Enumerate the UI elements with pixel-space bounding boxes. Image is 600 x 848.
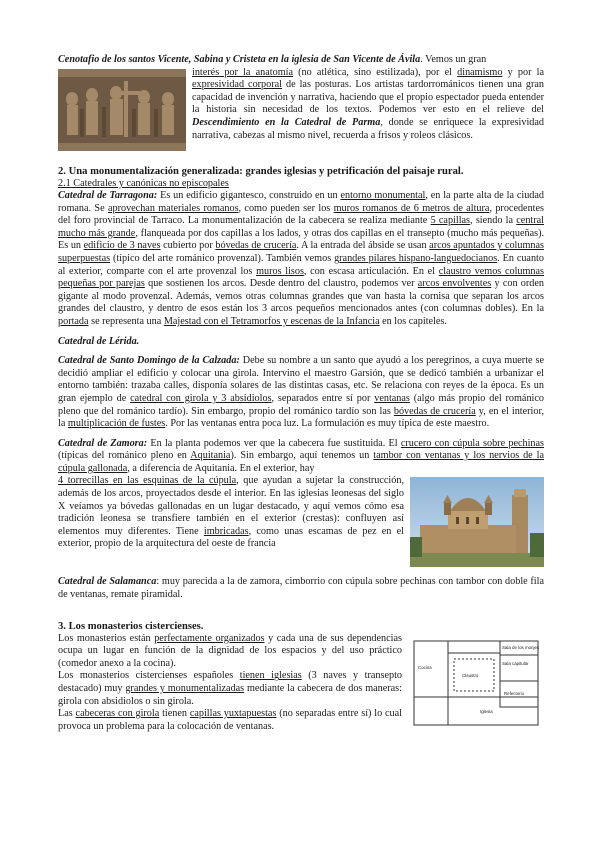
intro-title: Cenotafio de los santos Vicente, Sabina y Cristeta en la iglesia de San Vicente de Ávila [58,54,421,65]
monastery-floor-plan [408,635,544,731]
zamora-intro: Catedral de Zamora: En la planta podemos ver que la cabecera fue sustituida. El crucero con cúpula sobre pechinas (típicas del románico pleno en Aquitania). Sin embargo, aquí tenemos un tambor con ventanas y los nervios de la cúpula gallonada, a diferencia de Aquitania. En el exterior, hay [58,437,544,474]
plan-label-cloister: Claustro [462,672,479,678]
cenotaph-relief-image [58,69,186,151]
document-page [58,54,544,733]
section-2-heading: 2. Una monumentalización generalizada: grandes iglesias y petrificación del paisaje rural. [58,165,464,177]
intro-block [58,54,544,153]
zamora-block [58,438,544,570]
section-2-1-subheading: 2.1 Catedrales y canónicas no episcopales [58,177,229,189]
santo-domingo-paragraph: Catedral de Santo Domingo de la Calzada: Debe su nombre a un santo que ayudó a los peregrinos, a cuya muerte se decidió ampliar el edificio y colocar una girola. Intervino el maestro Garsión, que se dedicó también a urbanizar el entorno también: trazaba calles, disponía solares de las distintas casas, etc. Se relaciona con reyes de la época. Es un gran ejemplo de catedral con girola y 3 absidiolos, separados entre sí por ventanas (algo más propio del románico pleno que del románico tardío). Sin embargo, propio del románico tardío son las bóvedas de crucería y, en el interior, la multiplicación de fustes. Por las ventanas entra poca luz. La formulación es muy típica de este maestro. [58,355,544,430]
plan-label-chapter: Sala capitular [502,660,529,666]
cister-paragraph-3: Las cabeceras con girola tienen capillas yuxtapuestas (no separadas entre sí) lo cual provoca un problema para la colocación de ventanas. [58,708,402,732]
lerida-heading: Catedral de Lérida. [58,335,140,347]
plan-label-monks-room: Sala de los monjes [502,644,540,650]
intro-first-line: Cenotafio de los santos Vicente, Sabina y Cristeta en la iglesia de San Vicente de Ávila. Vemos un gran [58,54,487,65]
plan-label-church: Iglesia [480,708,493,714]
intro-body: interés por la anatomía (no atlética, sino estilizada), por el dinamismo y por la expresividad corporal de las posturas. Los artistas tardorrománicos tienen una gran capacidad de invención y narrativa, haciendo que el propio espectador pueda entender la historia sin necesidad de los textos. Podemos ver esto en el relieve del Descendimiento en la Catedral de Parma, donde se enriquece la expresividad narrativa, cabezas al mismo nivel, recuerda a frisos y roleos clásicos. [192,66,544,141]
plan-label-kitchen: Cocina [418,664,432,670]
salamanca-paragraph: Catedral de Salamanca: muy parecida a la de zamora, cimborrio con cúpula sobre pechinas con tambor con doble fila de ventanas, remate piramidal. [58,576,544,601]
zamora-cathedral-photo [410,477,544,567]
zamora-body: 4 torrecillas en las esquinas de la cúpula, que ayudan a sujetar la construcción, además de los arcos, proyectados desde el interior. En las iglesias leonesas del siglo X veíamos ya bóvedas gallonadas en un lugar destacado, y aquí vemos cómo esa tradición leonesa se transfiere también en el exterior (crestas): confluyen así elementos muy diferentes. Tiene imbricadas, como unas escamas de pez en el exterior, propio de la arquitectura del oeste de francia [58,475,405,550]
plan-label-refectory: Refectorio [504,690,525,696]
tarragona-paragraph: Catedral de Tarragona: Es un edificio gigantesco, construido en un entorno monumental, en la parte alta de la ciudad romana. Se aprovechan materiales romanos, como pueden ser los muros romanos de 6 metros de altura, procedentes del foro provincial de Tarraco. La monumentalización de la cabecera se realiza mediante 5 capillas, siendo la central mucho más grande, flanqueada por dos capillas a los lados, y otras dos capillas en el transepto (mucho más pequeñas). Es un edificio de 3 naves cubierto por bóvedas de crucería. A la entrada del ábside se usan arcos apuntados y columnas superpuestas (típico del arte románico provenzal). También vemos grandes pilares hispano-languedocianos. En cuanto al exterior, comparte con el arte provenzal los muros lisos, con escasa articulación. En el claustro vemos columnas pequeñas por parejas que sostienen los arcos. Desde dentro del claustro, podemos ver arcos envolventes y con orden gigante al modo provenzal. Además, vemos otras columnas grandes que van hasta la cornisa que separan los arcos grandes del claustro, y dentro de esos están los 3 arcos pequeños mencionados antes (con columnas dobles). En la portada se representa una Majestad con el Tetramorfos y escenas de la Infancia en los capiteles. [58,190,545,327]
section-3-heading: 3. Los monasterios cistercienses. [58,620,204,632]
cister-paragraph-2: Los monasterios cistercienses españoles tienen iglesias (3 naves y transepto destacado) muy grandes y monumentalizadas mediante la cabecera de dos maneras: girola con absidiolos o sin girola. [58,670,402,707]
cister-block [58,633,544,734]
cister-paragraph-1: Los monasterios están perfectamente organizados y cada una de sus dependencias ocupa un lugar en función de la dignidad de los espacios y del uso práctico (comedor anexo a la cocina). [58,632,402,669]
